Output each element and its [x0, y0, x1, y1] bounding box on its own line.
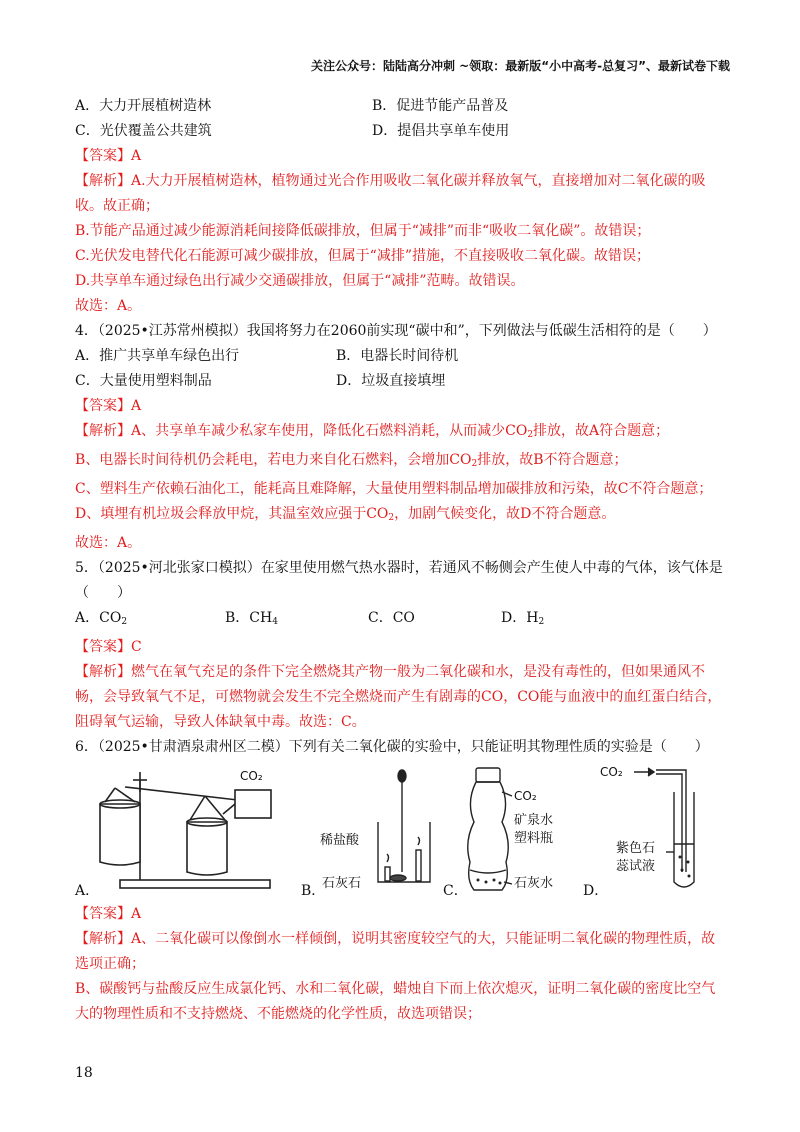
- q5-analysis-2: 畅，会导致氧气不足，可燃物就会发生不完全燃烧而产生有剧毒的CO，CO能与血液中的血红蛋白结合，: [75, 689, 722, 705]
- q6-figure-d-litmus-label-2: 蕊试液: [616, 859, 656, 874]
- q4-option-d: D．垃圾直接填埋: [336, 373, 446, 389]
- page-content: [75, 94, 730, 1027]
- q5-stem-2: （ ）: [75, 585, 131, 601]
- q6-figure-c-co2-label: CO₂: [514, 789, 537, 803]
- q6-label-d: D．: [583, 883, 609, 899]
- q6-figure-a-co2-label: CO₂: [240, 769, 263, 783]
- q3-option-d: D．提倡共享单车使用: [372, 123, 510, 139]
- q6-analysis-4: 大的物理性质和不支持燃烧、不能燃烧的化学性质，故选项错误；: [75, 1006, 481, 1022]
- q5-analysis-1: 【解析】燃气在氧气充足的条件下完全燃烧其产物一般为二氧化碳和水，是没有毒性的，但如果通风不: [75, 664, 705, 680]
- q3-analysis-5: D.共享单车通过绿色出行减少交通碳排放，但属于“减排”范畴。故错误。: [75, 273, 525, 289]
- q6-figure-b-acid-label: 稀盐酸: [320, 833, 360, 848]
- q4-option-c: C．大量使用塑料制品: [75, 373, 212, 389]
- q6-figure-b-stone-label: 石灰石: [322, 876, 362, 891]
- q3-option-b: B．促进节能产品普及: [372, 98, 509, 114]
- q6-stem: 6．（2025•甘肃酒泉肃州区二模）下列有关二氧化碳的实验中，只能证明其物理性质的实验是（ ）: [75, 739, 709, 755]
- q4-analysis-a: 【解析】A、共享单车减少私家车使用，降低化石燃料消耗，从而减少$CO_2$排放，故A符合题意；: [75, 423, 670, 440]
- q5-answer: 【答案】C: [75, 639, 142, 655]
- q4-answer: 【答案】A: [75, 398, 142, 414]
- q3-analysis-4: C.光伏发电替代化石能源可减少碳排放，但属于“减排”措施，不直接吸收二氧化碳。故错误；: [75, 248, 650, 264]
- q4-option-b: B．电器长时间待机: [336, 348, 459, 364]
- q6-figure-d-co2-label: CO₂: [600, 765, 623, 779]
- q6-figure-a-balance: [95, 762, 285, 897]
- q5-options: [75, 606, 730, 635]
- q6-figure-b-beaker: [320, 762, 440, 897]
- q6-answer: 【答案】A: [75, 906, 142, 922]
- q6-figure-c-bottle-label-1: 矿泉水: [514, 813, 554, 828]
- q3-option-c: C．光伏覆盖公共建筑: [75, 123, 212, 139]
- q4-conclusion: 故选：A。: [75, 535, 142, 551]
- q3-analysis-2: 收。故正确；: [75, 198, 159, 214]
- q6-figure-d-litmus-label-1: 紫色石: [616, 841, 656, 856]
- q3-options-row-2: [75, 119, 730, 144]
- q6-figure-c-bottle-label-2: 塑料瓶: [514, 831, 554, 846]
- q6-figure-c-bottle: [460, 762, 575, 897]
- q4-options-row-1: [75, 344, 730, 369]
- q5-option-a: A．CO2: [75, 610, 128, 627]
- q5-option-c: C．CO: [368, 610, 415, 626]
- page-number: 18: [75, 1065, 93, 1081]
- q6-figure-c-lime-label: 石灰水: [514, 876, 554, 891]
- q5-option-b: B．CH4: [225, 610, 278, 627]
- q5-option-d: D．H2: [501, 610, 545, 627]
- q4-analysis-b: B、电器长时间待机仍会耗电，若电力来自化石燃料，会增加$CO_2$排放，故B不符合题意；: [75, 452, 628, 469]
- q6-analysis-3: B、碳酸钙与盐酸反应生成氯化钙、水和二氧化碳，蜡烛自下而上依次熄灭，证明二氧化碳的密度比空气: [75, 981, 716, 997]
- q3-options-row-1: [75, 94, 730, 119]
- q6-label-b: B．: [301, 883, 326, 899]
- q4-stem: 4．（2025•江苏常州模拟）我国将努力在2060前实现“碳中和”，下列做法与低碳生活相符的是（ ）: [75, 323, 717, 339]
- q3-analysis-3: B.节能产品通过减少能源消耗间接降低碳排放，但属于“减排”而非“吸收二氧化碳”。故错误；: [75, 223, 651, 239]
- q5-stem-1: 5．（2025•河北张家口模拟）在家里使用燃气热水器时，若通风不畅侧会产生使人中毒的气体，该气体是: [75, 560, 723, 576]
- q4-options-row-2: [75, 369, 730, 394]
- q3-analysis-1: 【解析】A.大力开展植树造林，植物通过光合作用吸收二氧化碳并释放氧气，直接增加对二氧化碳的吸: [75, 173, 706, 189]
- q5-analysis-3: 阻碍氧气运输，导致人体缺氧中毒。故选：C。: [75, 714, 366, 730]
- q6-label-c: C．: [443, 883, 468, 899]
- q6-analysis-1: 【解析】A、二氧化碳可以像倒水一样倾倒，说明其密度较空气的大，只能证明二氧化碳的物理性质，故: [75, 931, 716, 947]
- q4-option-a: A．推广共享单车绿色出行: [75, 348, 240, 364]
- q3-conclusion: 故选：A。: [75, 298, 142, 314]
- q3-answer: 【答案】A: [75, 148, 142, 164]
- q6-label-a: A．: [75, 883, 100, 899]
- q3-option-a: A．大力开展植树造林: [75, 98, 212, 114]
- q6-figure-d-testtube: [600, 762, 730, 897]
- q6-figures: [75, 762, 730, 902]
- q6-analysis-2: 选项正确；: [75, 956, 145, 972]
- q4-analysis-d: D、填埋有机垃圾会释放甲烷，其温室效应强于$CO_2$，加剧气候变化，故D不符合题意。: [75, 506, 616, 523]
- q4-analysis-c: C、塑料生产依赖石油化工，能耗高且难降解，大量使用塑料制品增加碳排放和污染，故C不符合题意；: [75, 481, 713, 497]
- page-header: 关注公众号：陆陆高分冲刺 ~领取：最新版“小中高考-总复习”、最新试卷下载: [311, 59, 730, 73]
